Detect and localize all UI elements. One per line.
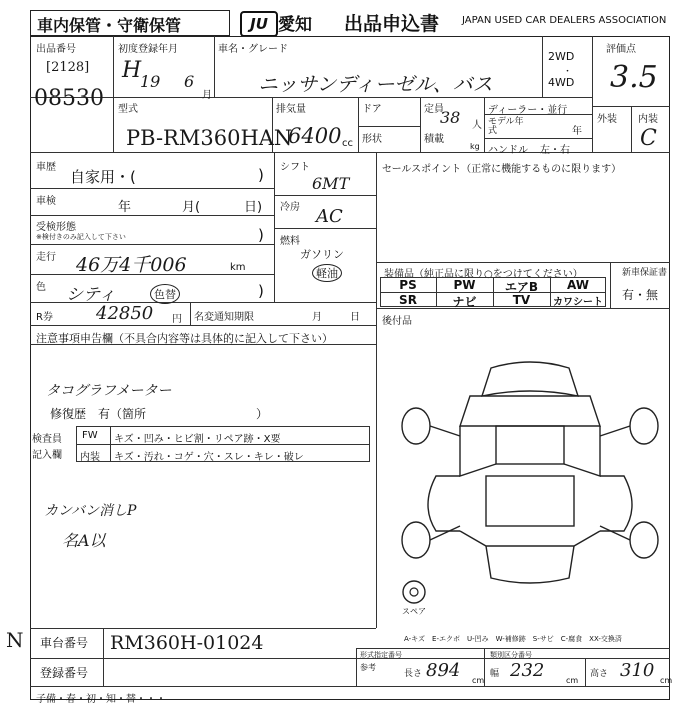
lot-number: 08530 [34,86,104,111]
ju-logo: JU [240,11,278,37]
handle-options: 左・右 [540,145,570,156]
equipment-label: 装備品（純正品に限り○をつけてください） [384,269,583,280]
month-unit: 月 [202,90,212,101]
exterior-label: 外装 [597,114,617,125]
vehicle-damage-diagram [396,356,664,592]
footer-bottom-row: 子備・春・初・知・替・・・ [36,694,166,705]
cooling-value: AC [316,206,343,227]
handle-label: ハンドル [488,145,528,156]
inspection-label: 車検 [36,196,56,207]
warranty-options: 有・無 [622,288,659,302]
spare-label: スペア [402,607,426,616]
width-value: 232 [510,660,545,681]
shift-value: 6MT [312,174,350,193]
first-registration-label: 初度登録年月 [118,44,178,55]
recycle-label: R券 [36,312,53,323]
cc-unit: cc [342,138,353,149]
interior-grade: C [640,126,657,151]
equip-aw: AW [567,278,589,292]
color-change: 色替 [150,284,180,304]
car-history-value: 自家用・( [70,168,136,186]
width-label: 幅 [490,669,500,679]
color-value: シティ [66,285,116,305]
capacity-unit: 人 [472,120,482,131]
model-code: PB-RM360HAN [126,126,293,150]
color-label: 色 [36,282,46,293]
lot-number-label: 出品番号 [36,44,76,55]
association-name: JAPAN USED CAR DEALERS ASSOCIATION [462,15,667,26]
recycle-value: 42850 [96,303,154,324]
equip-sr: SR [399,293,417,307]
registration-notice-label: 名変通知期限 [194,312,254,323]
damage-legend: A-キズ E-エクボ U-凹み W-補修跡 S-サビ C-腐食 XX-交換済 [404,635,622,643]
registration-year: 19 [140,72,161,91]
rebuild-note: ※検付きのみ記入して下さい [36,233,126,241]
cooling-label: 冷房 [280,202,300,213]
height-value: 310 [620,660,655,681]
length-value: 894 [426,660,461,681]
length-label: 長さ [404,669,423,679]
fw-damage-items: キズ・凹み・ヒビ割・リペア跡・X要 [114,434,281,445]
drive-2wd: 2WD [548,50,575,63]
registration-month: 6 [184,72,195,91]
equip-pw: PW [453,278,476,292]
fuel-diesel: 軽油 [312,264,342,282]
model-label: 型式 [118,104,138,115]
equip-ps: PS [399,278,417,292]
load-label: 積載 [424,134,444,145]
sales-points-label: セールスポイント（正常に機能するものに限ります） [382,164,622,175]
interior-label: 内装 [638,114,658,125]
rating-score: 3.5 [610,60,658,95]
km-unit: km [230,262,246,273]
notes-section-label: 注意事項申告欄（不具合内容等は具体的に記入して下さい） [36,332,333,345]
height-label: 高さ [590,669,609,679]
ref-label: 参考 [360,663,376,672]
drive-4wd: 4WD [548,76,575,89]
kg-unit: kg [470,142,480,151]
registration-era: H [122,58,142,83]
aftermarket-label: 後付品 [382,316,412,327]
region-label: 愛知 [278,15,312,35]
car-name: ニッサンディーゼル、バス [258,72,493,96]
mileage-value: 46万4千006 [76,254,187,276]
class-label: 類別区分番号 [490,651,532,659]
equip-tv: TV [512,293,531,307]
yen-unit: 円 [172,314,182,325]
fuel-label: 燃料 [280,236,300,247]
car-name-label: 車名・グレード [218,44,288,55]
record-label: 記入欄 [32,450,62,461]
displacement-value: 6400 [288,124,342,148]
warranty-label: 新車保証書 [622,268,668,278]
equip-navi: ナビ [452,295,477,309]
chassis-number: RM360H-01024 [110,632,264,654]
shape-label: 形状 [362,134,382,145]
lot-sub-number: [2128] [46,60,90,75]
model-year-label: モデル年式 [488,117,524,136]
chassis-label: 車台番号 [40,636,89,650]
form-type-label: 形式指定番号 [360,651,402,659]
shift-label: シフト [280,162,310,173]
inspector-label: 検査員 [32,434,62,445]
handwritten-note-1: カンバン消しP [44,503,137,519]
car-history-label: 車歴 [36,162,56,173]
equip-airbag: エアB [504,280,539,294]
displacement-label: 排気量 [276,104,306,115]
form-title: 出品申込書 [344,13,440,35]
fuel-gasoline: ガソリン [300,248,344,261]
capacity-value: 38 [440,108,461,127]
door-label: ドア [362,104,382,115]
interior-damage-items: キズ・汚れ・コゲ・穴・スレ・キレ・破レ [114,452,304,463]
year-unit: 年 [572,126,582,137]
storage-label: 車内保管・守衛保管 [37,16,182,35]
mileage-label: 走行 [36,252,56,263]
equip-leather-seat: カワシート [553,297,603,308]
handwritten-note-2: 名A以 [62,531,106,550]
spare-tire-icon [400,578,428,606]
rebuild-label: 受検形態 [36,222,76,233]
dealer-label: ディーラー・並行 [488,105,568,116]
notes-line-2: 修復歴 有（箇所 [50,407,147,421]
capacity-label: 定員 [424,104,444,115]
registration-number-label: 登録番号 [40,666,89,680]
rating-label: 評価点 [606,44,636,55]
storage-box [30,10,230,36]
notes-line-1: タコグラフメーター [46,383,172,399]
